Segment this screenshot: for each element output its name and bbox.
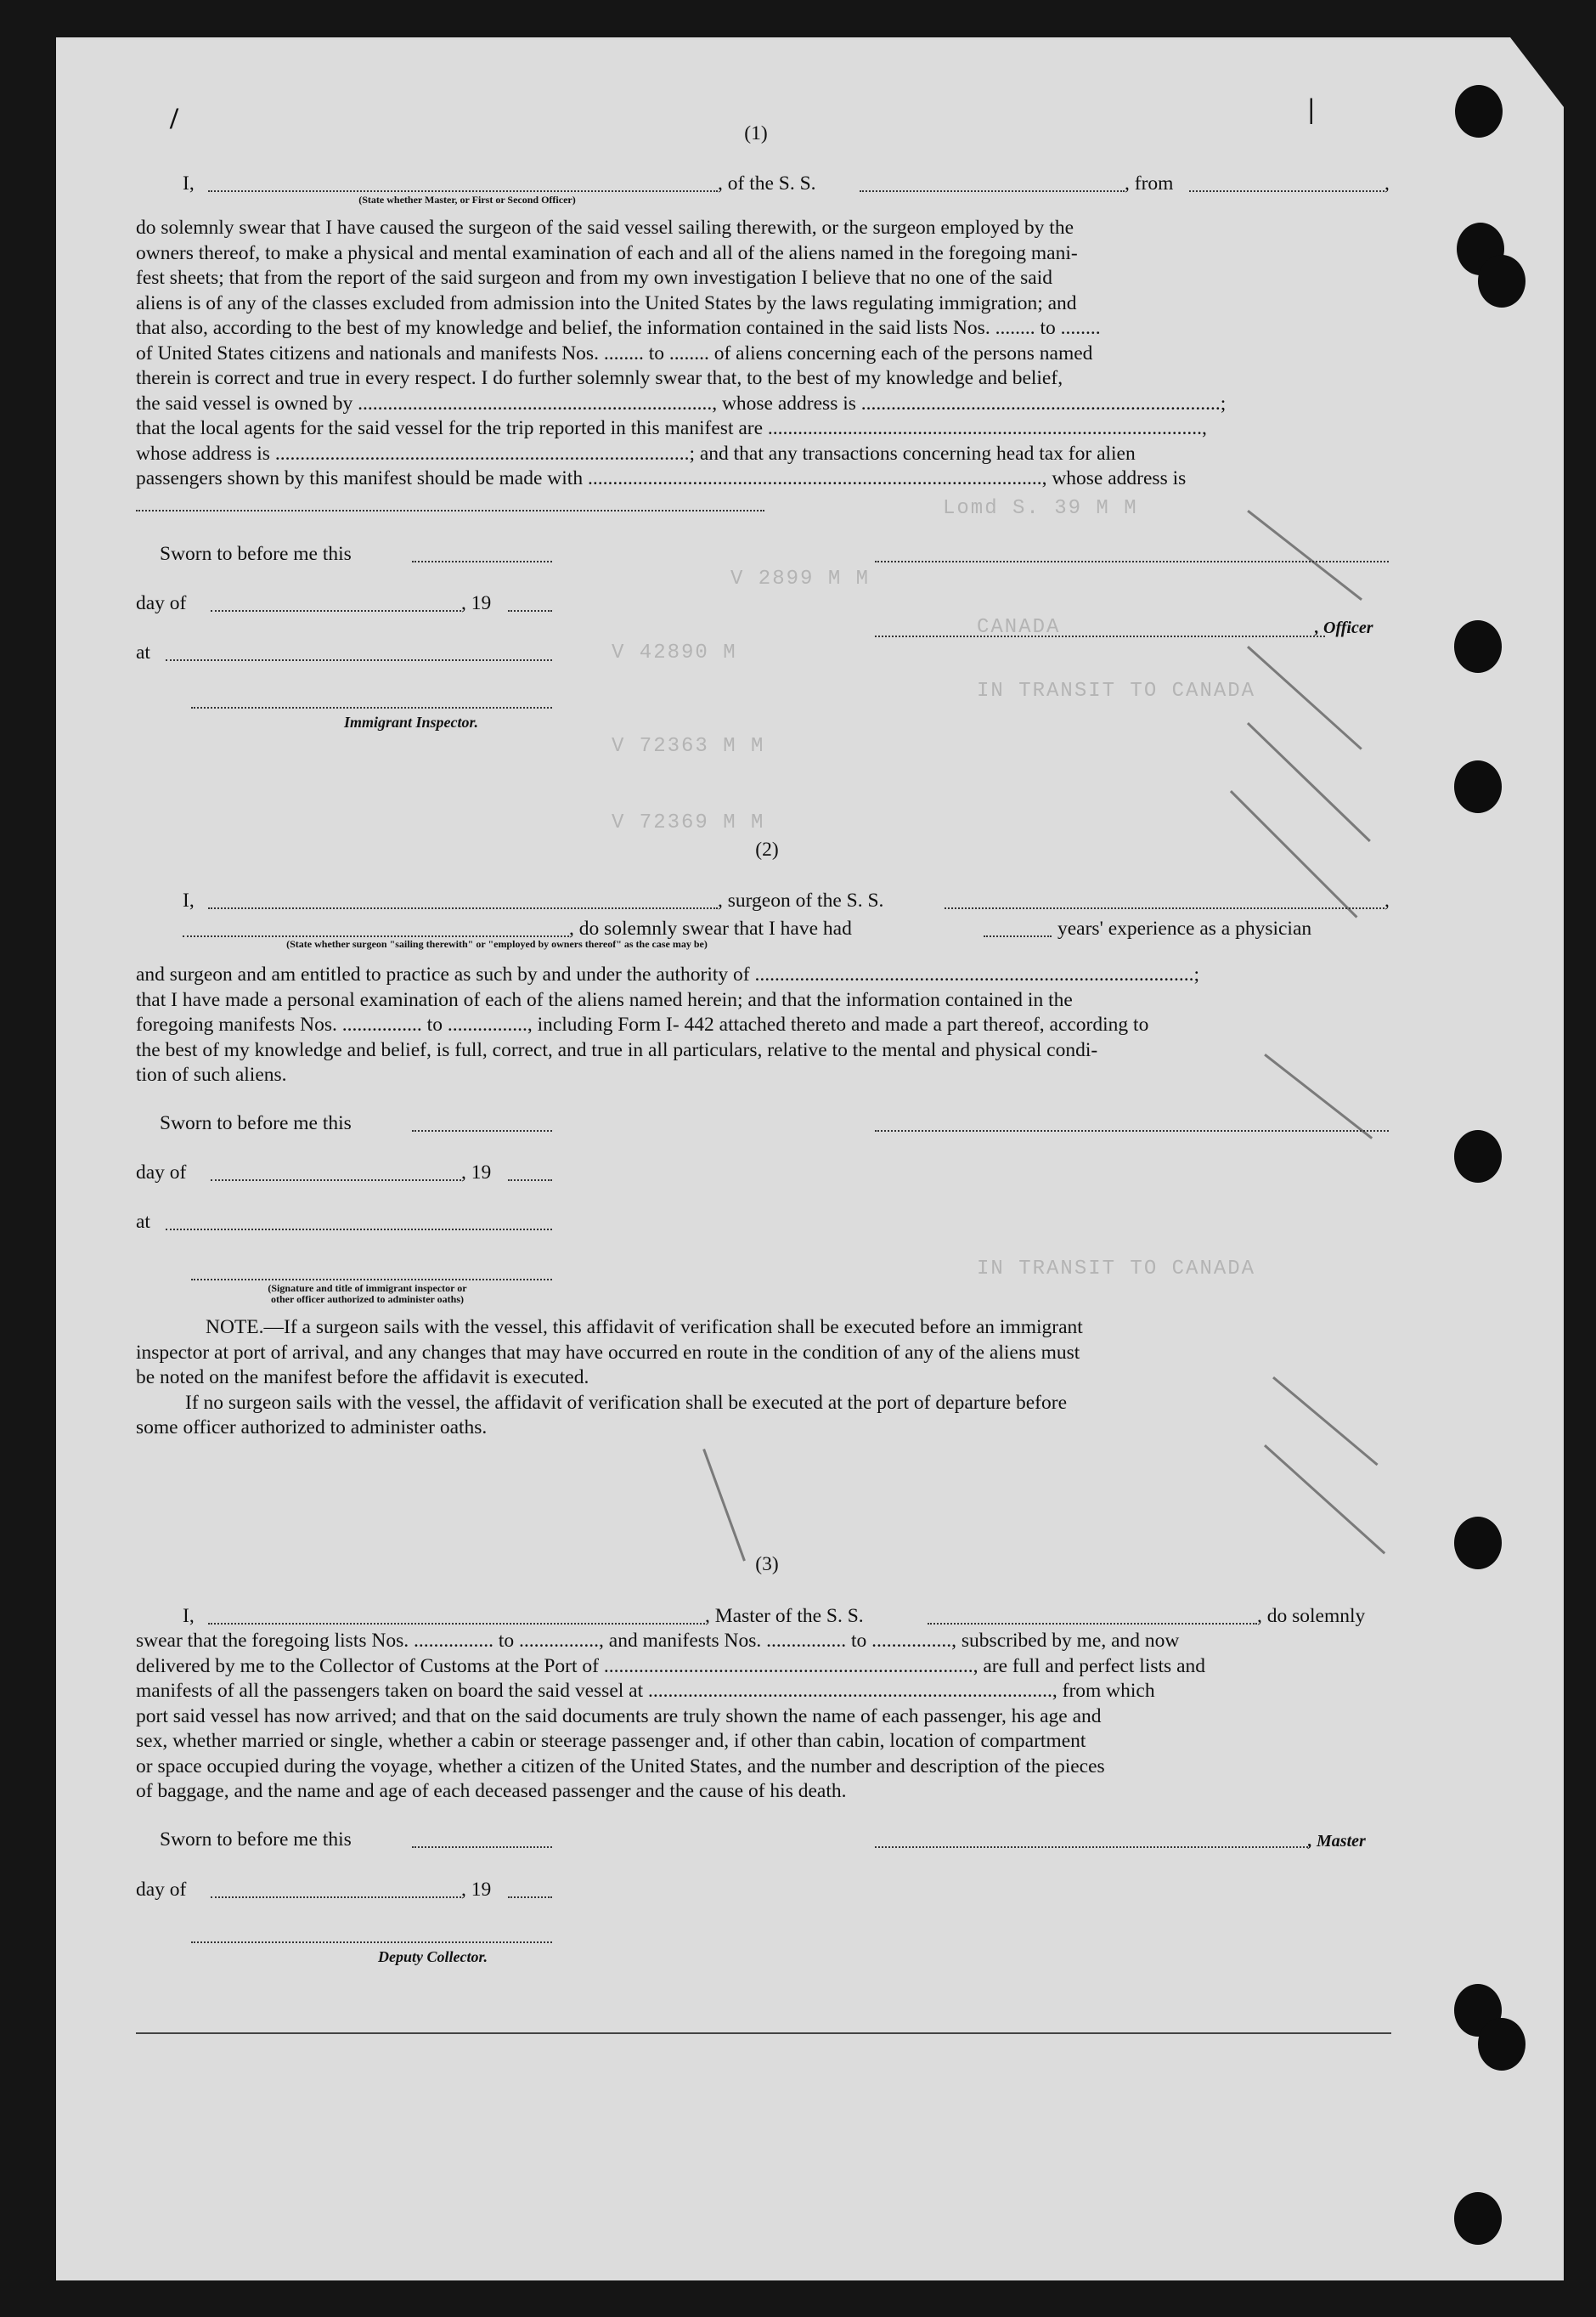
sworn-date-field-1[interactable] [412,561,552,562]
punch-hole [1454,2192,1502,2245]
master-vessel-field[interactable] [928,1623,1257,1625]
body-line: manifests of all the passengers taken on board the said vessel at ................................................................................., from which [136,1680,1155,1702]
surgeon-capacity-hint: (State whether surgeon "sailing therewith" or "employed by owners thereof" as the case may be) [286,938,708,950]
body-line: the best of my knowledge and belief, is full, correct, and true in all particulars, relative to the mental and physical condi- [136,1038,1098,1061]
note-line: If no surgeon sails with the vessel, the affidavit of verification shall be executed at the port of departure before [185,1391,1067,1414]
at-field-2[interactable] [166,1229,552,1230]
year-field-1[interactable] [508,610,552,612]
body-line: of baggage, and the name and age of each deceased passenger and the cause of his death. [136,1780,847,1802]
affidavit2-surgeon: , surgeon of the S. S. [718,890,884,912]
affidavit2-years: years' experience as a physician [1057,918,1312,940]
bleed-through-text: Lomd S. 39 M M [943,497,1138,520]
bleed-through-text: IN TRANSIT TO CANADA [977,1257,1256,1280]
deputy-label: Deputy Collector. [378,1948,488,1965]
note-paragraph [136,1315,1391,1441]
body-line: the said vessel is owned by ......................................................................., whose address is ........................................................................; [136,392,1227,415]
officer-signature-line-top[interactable] [875,561,1389,562]
sworn-label-3: Sworn to before me this [160,1828,352,1851]
at-field-1[interactable] [166,659,552,661]
years-experience-field[interactable] [984,935,1052,937]
affidavit2-swear: , do solemnly swear that I have had [569,918,852,940]
address-continuation-field[interactable] [136,510,764,511]
day-of-label-1: day of [136,592,187,614]
punch-hole [1454,760,1502,813]
bleed-through-text: IN TRANSIT TO CANADA [977,680,1256,703]
punch-hole [1454,620,1502,673]
bleed-through-text: V 72369 M M [612,811,765,834]
affidavit3-master: , Master of the S. S. [705,1605,864,1627]
comma: , [1385,172,1390,195]
note-line: NOTE.—If a surgeon sails with the vessel, this affidavit of verification shall be executed before an immigrant [206,1316,1083,1338]
body-line: passengers shown by this manifest should be made with ..........................................................................................., whose address is [136,467,1187,489]
body-line: port said vessel has now arrived; and that on the said documents are truly shown the name of each passenger, his age and [136,1704,1102,1727]
signature-hint-line2: other officer authorized to administer oaths) [271,1293,464,1305]
body-line: swear that the foregoing lists Nos. ................ to ................, and manifests Nos. ................ to ................, subscribed by me, and now [136,1630,1180,1652]
sworn-date-field-3[interactable] [412,1846,552,1848]
affidavit2-body [136,963,1391,1088]
body-line: tion of such aliens. [136,1064,287,1086]
stray-mark: / [170,101,179,135]
section-number-2: (2) [755,839,779,861]
punch-hole [1454,1130,1502,1183]
vessel-name-field[interactable] [860,190,1125,192]
body-line: delivered by me to the Collector of Customs at the Port of .........................................................................., are full and perfect lists and [136,1654,1205,1677]
from-port-field[interactable] [1189,190,1385,192]
bottom-rule [136,2032,1391,2034]
day-of-label-2: day of [136,1161,187,1184]
affidavit3-swear: , do solemnly [1257,1605,1366,1627]
inspector-signature-line[interactable] [191,707,552,709]
stray-mark: | [1308,93,1315,125]
master-name-field[interactable] [208,1623,705,1625]
master-signature-line[interactable] [875,1846,1308,1848]
body-line: whose address is ...................................................................................; and that any transactions concerning head tax for alien [136,442,1136,465]
body-line: of United States citizens and nationals and manifests Nos. ........ to ........ of aliens concerning each of the persons named [136,342,1093,365]
officer-label: , Officer [1315,619,1373,637]
affidavit3-i: I, [183,1605,195,1627]
signature-hint-line1: (Signature and title of immigrant inspector or [268,1282,467,1294]
comma: , [1385,890,1390,912]
section-number-1: (1) [744,122,768,144]
bleed-through-text: CANADA [977,616,1061,639]
surgeon-capacity-field[interactable] [183,935,569,937]
master-label: , Master [1308,1832,1366,1851]
body-line: fest sheets; that from the report of the said surgeon and from my own investigation I believe that no one of the said [136,267,1052,289]
bleed-through-text: V 72363 M M [612,735,765,758]
body-line: and surgeon and am entitled to practice as such by and under the authority of ........................................................................................; [136,964,1200,986]
punch-hole [1478,255,1526,308]
punch-hole [1455,85,1503,138]
punch-hole [1478,2018,1526,2071]
authorized-officer-signature-line[interactable] [191,1279,552,1280]
at-label-1: at [136,641,150,664]
rank-hint: (State whether Master, or First or Second Officer) [358,194,576,206]
surgeon-name-field[interactable] [208,907,718,909]
rank-field[interactable] [208,190,718,192]
surgeon-signature-line[interactable] [875,1130,1389,1132]
note-line: inspector at port of arrival, and any changes that may have occurred en route in the condition of any of the aliens must [136,1341,1080,1364]
surgeon-vessel-field[interactable] [945,907,1385,909]
note-line: some officer authorized to administer oaths. [136,1416,488,1438]
affidavit1-body [136,216,1391,492]
sworn-date-field-2[interactable] [412,1130,552,1132]
body-line: do solemnly swear that I have caused the surgeon of the said vessel sailing therewith, or the surgeon employed by the [136,217,1074,239]
affidavit1-of-ss: , of the S. S. [718,172,816,195]
deputy-signature-line[interactable] [191,1941,552,1943]
officer-signature-line[interactable] [875,636,1325,637]
year-label-3: , 19 [461,1879,492,1901]
body-line: therein is correct and true in every respect. I do further solemnly swear that, to the best of my knowledge and belief, [136,367,1063,389]
affidavit1-from: , from [1125,172,1174,195]
punch-hole [1454,1517,1502,1569]
sworn-label-1: Sworn to before me this [160,543,352,565]
body-line: owners thereof, to make a physical and mental examination of each and all of the aliens named in the foregoing mani- [136,241,1078,264]
day-of-field-3[interactable] [211,1896,461,1898]
year-label-1: , 19 [461,592,492,614]
bleed-through-text: V 42890 M [612,641,737,664]
affidavit3-body [136,1629,1391,1805]
day-of-label-3: day of [136,1879,187,1901]
bleed-through-text: V 2899 M M [730,568,871,591]
year-field-2[interactable] [508,1179,552,1181]
body-line: foregoing manifests Nos. ................ to ................, including Form I- 442 attached thereto and made a part thereof, according to [136,1014,1149,1036]
section-number-3: (3) [755,1553,779,1575]
affidavit2-i: I, [183,890,195,912]
body-line: that I have made a personal examination of each of the aliens named herein; and that the information contained in the [136,988,1073,1011]
body-line: that the local agents for the said vessel for the trip reported in this manifest are ......................................................................................., [136,417,1207,439]
inspector-label: Immigrant Inspector. [344,714,479,731]
year-field-3[interactable] [508,1896,552,1898]
body-line: sex, whether married or single, whether a cabin or steerage passenger and, if other than cabin, location of compartment [136,1730,1086,1752]
affidavit1-i: I, [183,172,195,195]
note-line: be noted on the manifest before the affidavit is executed. [136,1366,589,1388]
body-line: aliens is of any of the classes excluded from admission into the United States by the laws regulating immigration; and [136,291,1077,314]
at-label-2: at [136,1211,150,1233]
day-of-field-1[interactable] [211,610,461,612]
body-line: or space occupied during the voyage, whether a citizen of the United States, and the number and description of the pieces [136,1755,1105,1777]
year-label-2: , 19 [461,1161,492,1184]
day-of-field-2[interactable] [211,1179,461,1181]
sworn-label-2: Sworn to before me this [160,1112,352,1134]
body-line: that also, according to the best of my knowledge and belief, the information contained in the said lists Nos. ........ to ........ [136,317,1101,339]
